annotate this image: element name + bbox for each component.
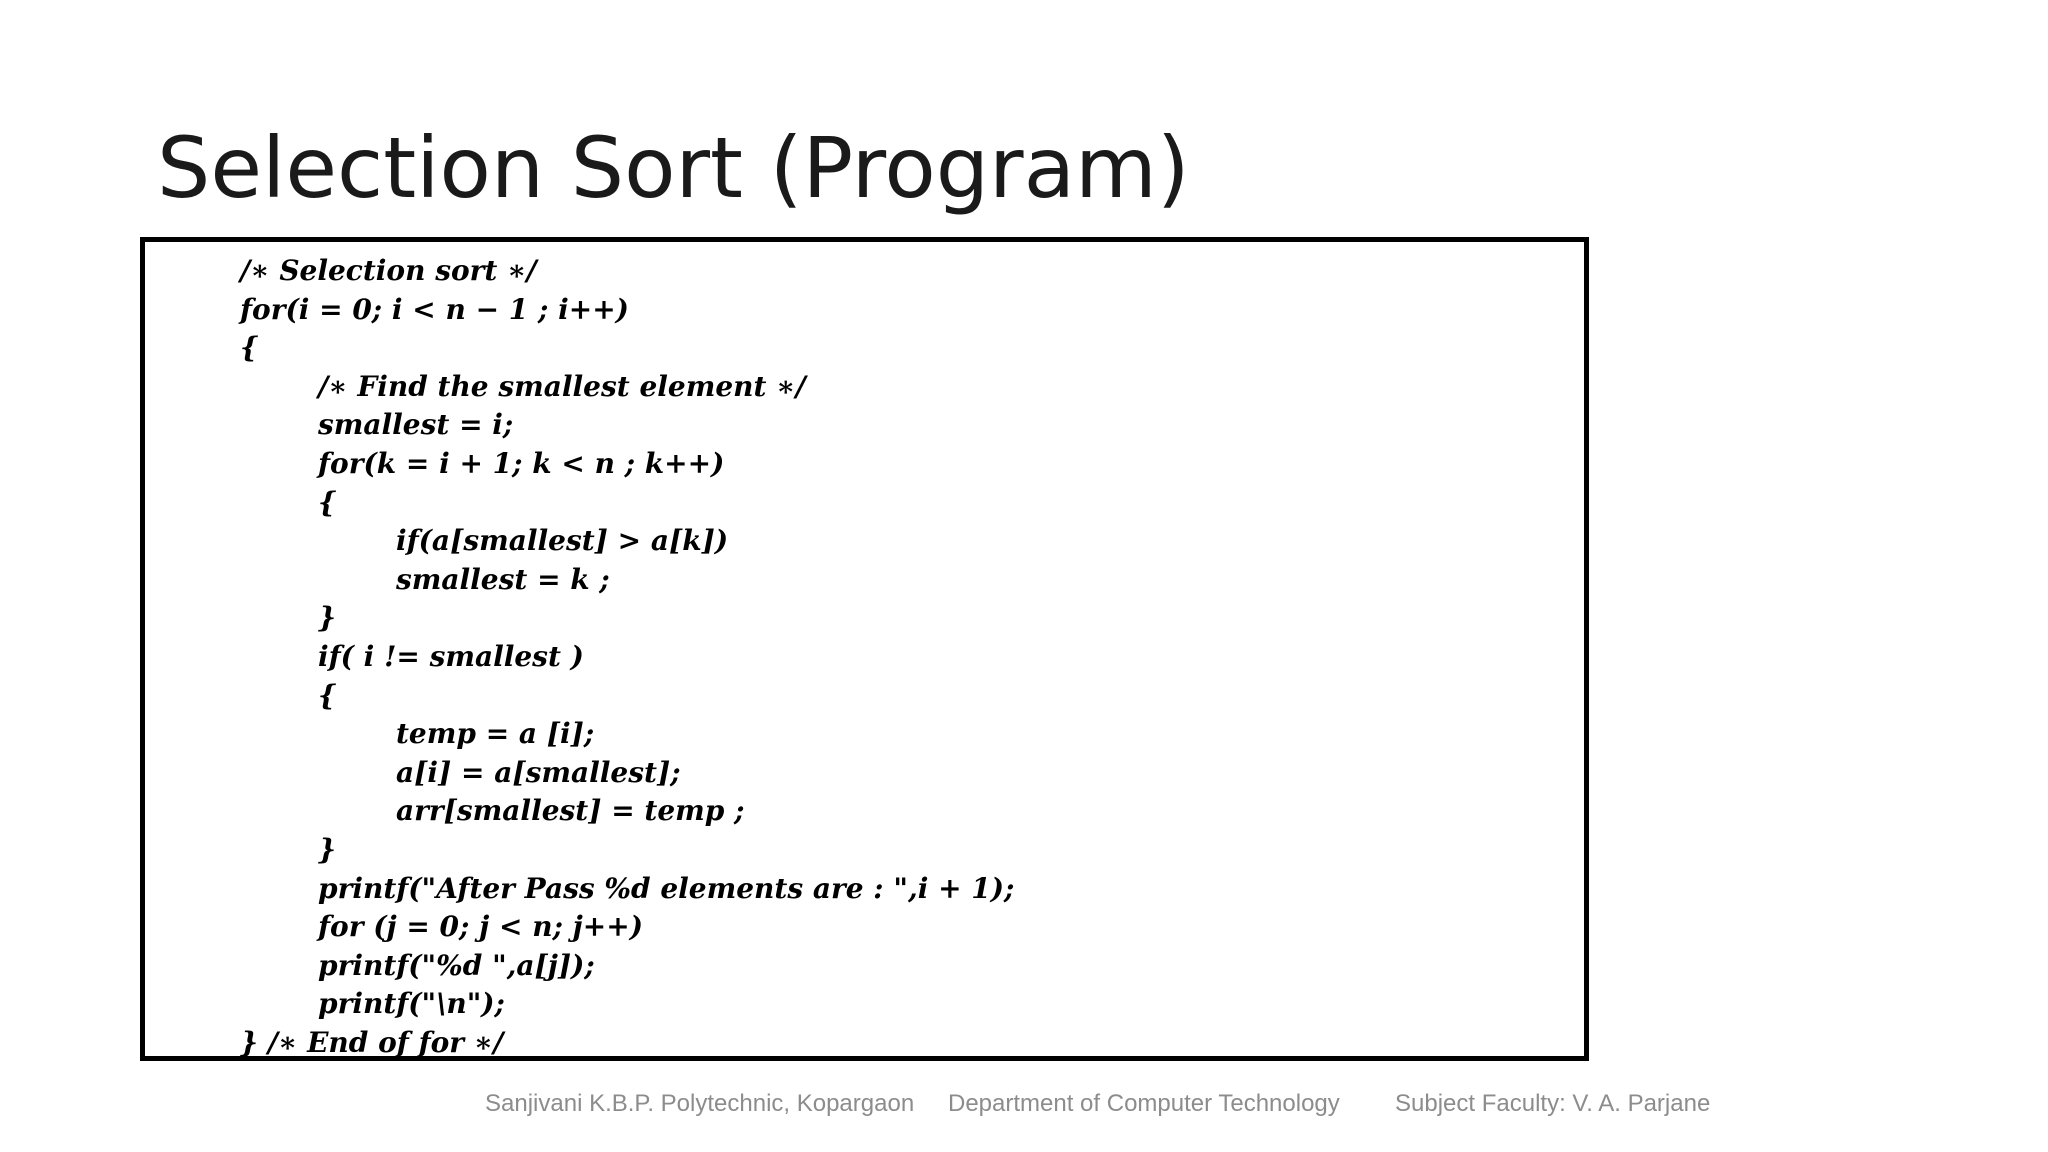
- code-line: a[i] = a[smallest];: [396, 755, 681, 789]
- code-line: printf("\n");: [318, 987, 505, 1021]
- footer-institute: Sanjivani K.B.P. Polytechnic, Kopargaon: [485, 1090, 915, 1117]
- code-box: [140, 237, 1589, 1061]
- code-line: {: [318, 485, 337, 519]
- code-line: for (j = 0; j < n; j++): [318, 910, 643, 944]
- code-line: {: [240, 331, 259, 365]
- code-line: }: [318, 832, 337, 866]
- code-line: if( i != smallest ): [318, 639, 584, 673]
- code-line: arr[smallest] = temp ;: [396, 794, 745, 828]
- code-line: }: [318, 601, 337, 635]
- code-line: /∗ Selection sort ∗/: [240, 254, 537, 287]
- code-line: for(i = 0; i < n − 1 ; i++): [240, 292, 629, 326]
- code-listing: [240, 252, 1014, 1062]
- code-line: /∗ Find the smallest element ∗/: [318, 369, 806, 403]
- code-line: printf("%d ",a[j]);: [318, 948, 595, 982]
- slide-title: Selection Sort (Program): [157, 119, 1190, 217]
- code-line: } /∗ End of for ∗/: [240, 1025, 504, 1059]
- code-line: for(k = i + 1; k < n ; k++): [318, 446, 725, 480]
- code-line: smallest = k ;: [396, 562, 610, 596]
- code-line: printf("After Pass %d elements are : ",i + 1);: [318, 871, 1015, 905]
- code-line: if(a[smallest] > a[k]): [396, 524, 729, 558]
- code-line: smallest = i;: [318, 408, 514, 442]
- slide-footer: [0, 1090, 2048, 1120]
- footer-faculty: Subject Faculty: V. A. Parjane: [1395, 1090, 1711, 1117]
- footer-department: Department of Computer Technology: [948, 1090, 1340, 1117]
- code-line: {: [318, 678, 337, 712]
- code-line: temp = a [i];: [396, 717, 595, 751]
